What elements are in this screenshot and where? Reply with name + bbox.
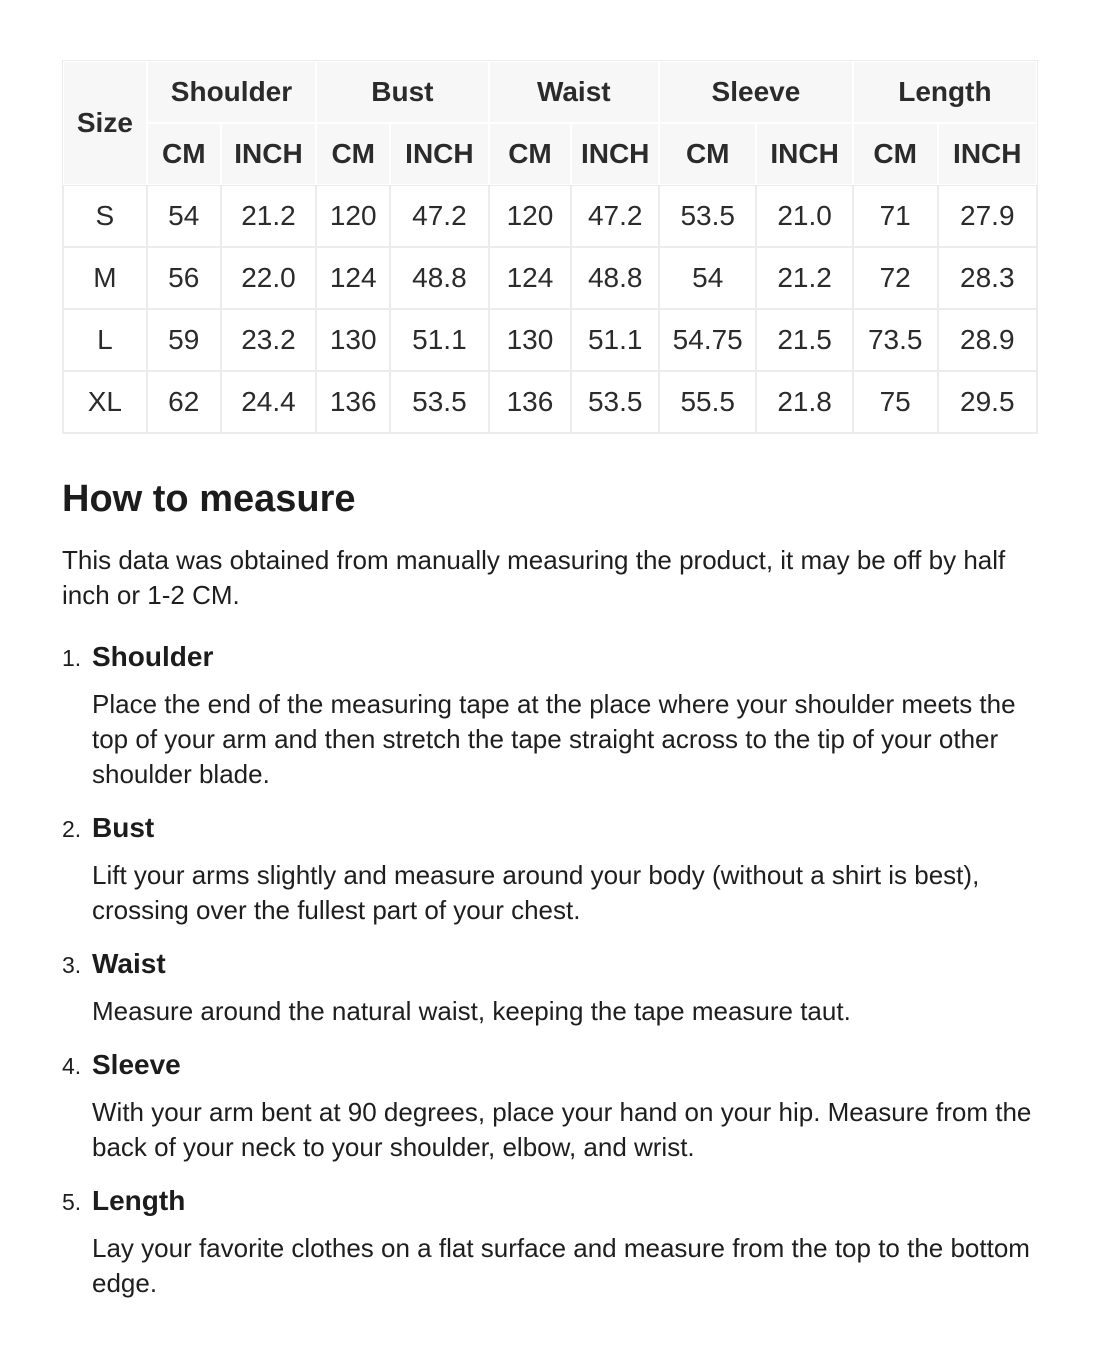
step-heading — [62, 1049, 1038, 1081]
step-number: 2. — [62, 816, 82, 842]
measure-cell: 54.75 — [659, 309, 756, 371]
step-heading — [62, 641, 1038, 673]
step-title: Length — [92, 1185, 186, 1216]
measure-cell: 59 — [147, 309, 221, 371]
unit-header-cm: CM — [853, 123, 938, 185]
step-heading — [62, 1185, 1038, 1217]
unit-header-inch: INCH — [938, 123, 1037, 185]
step-description: Measure around the natural waist, keeping the tape measure taut. — [92, 996, 851, 1026]
measure-step-item — [62, 1049, 1038, 1165]
size-label-cell: M — [63, 247, 147, 309]
measure-cell: 27.9 — [938, 185, 1037, 247]
step-description: Lift your arms slightly and measure around your body (without a shirt is best), crossing over the fullest part of your chest. — [92, 860, 980, 925]
unit-header-cm: CM — [659, 123, 756, 185]
measure-cell: 21.2 — [756, 247, 852, 309]
unit-header-cm: CM — [147, 123, 221, 185]
table-row — [63, 309, 1037, 371]
measure-group-header: Shoulder — [147, 61, 316, 123]
measure-cell: 51.1 — [390, 309, 488, 371]
header-group-row — [63, 61, 1037, 123]
measure-cell: 120 — [316, 185, 390, 247]
how-to-measure-heading: How to measure — [62, 478, 356, 520]
measure-cell: 136 — [316, 371, 390, 433]
step-heading — [62, 948, 1038, 980]
unit-header-inch: INCH — [571, 123, 659, 185]
size-label-cell: XL — [63, 371, 147, 433]
step-title: Bust — [92, 812, 155, 843]
measure-group-header: Sleeve — [659, 61, 853, 123]
step-description: With your arm bent at 90 degrees, place your hand on your hip. Measure from the back of your neck to your shoulder, elbow, and wrist. — [92, 1097, 1032, 1162]
step-number: 3. — [62, 952, 82, 978]
table-row — [63, 185, 1037, 247]
measure-cell: 21.2 — [221, 185, 316, 247]
measure-cell: 136 — [489, 371, 572, 433]
unit-header-cm: CM — [489, 123, 572, 185]
measure-cell: 47.2 — [390, 185, 488, 247]
step-heading — [62, 812, 1038, 844]
unit-header-inch: INCH — [756, 123, 852, 185]
measure-cell: 24.4 — [221, 371, 316, 433]
step-title: Sleeve — [92, 1049, 181, 1080]
measure-cell: 72 — [853, 247, 938, 309]
measure-group-header: Waist — [489, 61, 659, 123]
measure-cell: 62 — [147, 371, 221, 433]
measure-cell: 29.5 — [938, 371, 1037, 433]
measure-cell: 124 — [316, 247, 390, 309]
unit-header-inch: INCH — [390, 123, 488, 185]
measure-cell: 28.3 — [938, 247, 1037, 309]
step-number: 5. — [62, 1189, 82, 1215]
size-chart-header — [63, 61, 1037, 185]
step-number: 4. — [62, 1053, 82, 1079]
table-row — [63, 371, 1037, 433]
measure-cell: 54 — [659, 247, 756, 309]
measure-step-item — [62, 948, 1038, 1029]
measure-group-header: Length — [853, 61, 1037, 123]
measure-group-header: Bust — [316, 61, 488, 123]
table-row — [63, 247, 1037, 309]
size-label-cell: L — [63, 309, 147, 371]
measure-step-item — [62, 641, 1038, 792]
measure-cell: 48.8 — [571, 247, 659, 309]
measure-disclaimer-text: This data was obtained from manually measuring the product, it may be off by half inch or 1-2 CM. — [62, 545, 1006, 610]
size-label-cell: S — [63, 185, 147, 247]
measure-cell: 21.0 — [756, 185, 852, 247]
measure-cell: 53.5 — [659, 185, 756, 247]
measure-cell: 130 — [316, 309, 390, 371]
measure-cell: 47.2 — [571, 185, 659, 247]
measure-cell: 22.0 — [221, 247, 316, 309]
measure-cell: 71 — [853, 185, 938, 247]
measure-cell: 73.5 — [853, 309, 938, 371]
measure-cell: 23.2 — [221, 309, 316, 371]
measure-cell: 28.9 — [938, 309, 1037, 371]
measure-cell: 51.1 — [571, 309, 659, 371]
measure-cell: 53.5 — [571, 371, 659, 433]
step-description: Place the end of the measuring tape at the place where your shoulder meets the top of your arm and then stretch the tape straight across to the tip of your other shoulder blade. — [92, 689, 1016, 789]
measure-cell: 56 — [147, 247, 221, 309]
measure-cell: 21.5 — [756, 309, 852, 371]
measure-cell: 53.5 — [390, 371, 488, 433]
step-title: Waist — [92, 948, 166, 979]
measure-cell: 130 — [489, 309, 572, 371]
measure-cell: 124 — [489, 247, 572, 309]
measure-step-item — [62, 1185, 1038, 1301]
size-chart-table — [62, 60, 1038, 434]
step-description: Lay your favorite clothes on a flat surface and measure from the top to the bottom edge. — [92, 1233, 1030, 1298]
measure-cell: 120 — [489, 185, 572, 247]
measure-cell: 54 — [147, 185, 221, 247]
size-chart-body — [63, 185, 1037, 433]
measure-cell: 48.8 — [390, 247, 488, 309]
measure-cell: 75 — [853, 371, 938, 433]
header-unit-row — [63, 123, 1037, 185]
measure-cell: 55.5 — [659, 371, 756, 433]
unit-header-cm: CM — [316, 123, 390, 185]
step-title: Shoulder — [92, 641, 214, 672]
unit-header-inch: INCH — [221, 123, 316, 185]
size-column-header: Size — [63, 61, 147, 185]
measure-cell: 21.8 — [756, 371, 852, 433]
step-number: 1. — [62, 645, 82, 671]
measure-step-item — [62, 812, 1038, 928]
measure-steps-list — [62, 641, 1038, 1301]
